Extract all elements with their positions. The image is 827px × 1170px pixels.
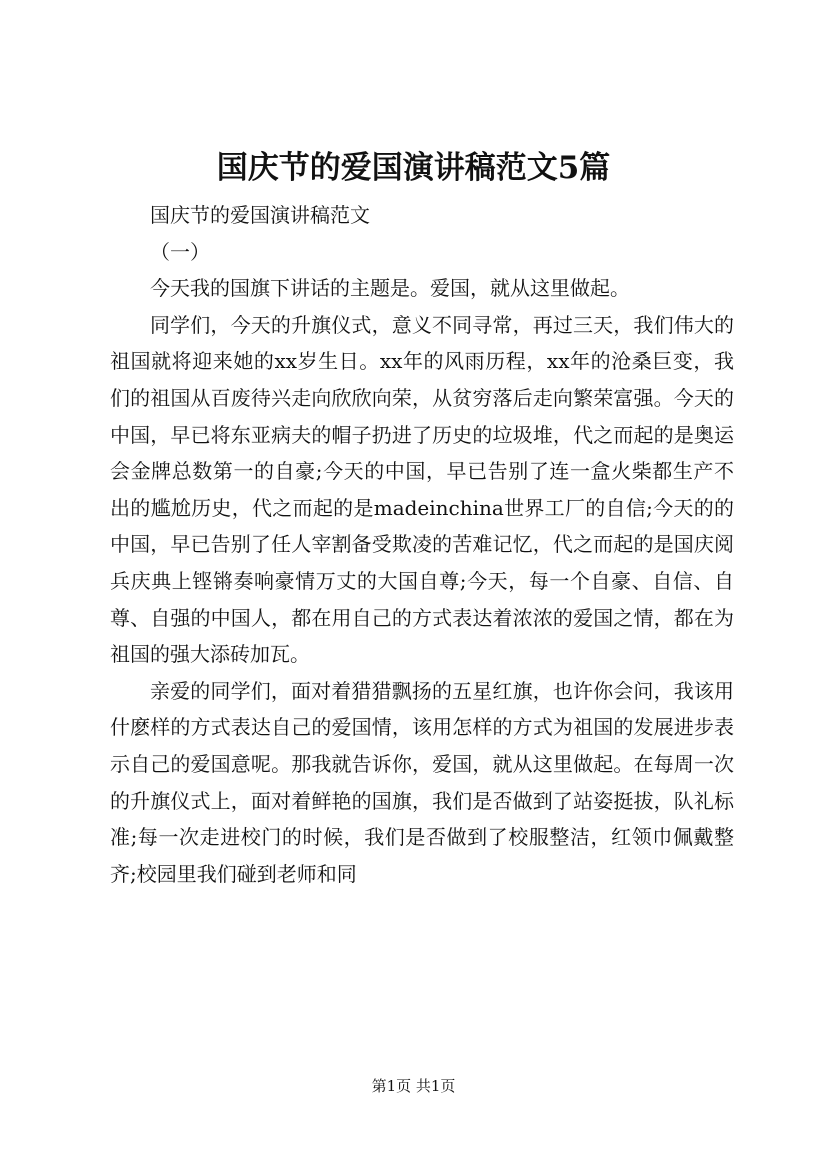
document-subtitle: 国庆节的爱国演讲稿范文 bbox=[150, 203, 370, 227]
document-title: 国庆节的爱国演讲稿范文5篇 bbox=[216, 150, 611, 186]
section-label: （一） bbox=[150, 239, 210, 264]
body-paragraph-1: 今天我的国旗下讲话的主题是。爱国，就从这里做起。 bbox=[150, 276, 630, 301]
document-body bbox=[110, 197, 734, 892]
body-paragraph-3: 亲爱的同学们，面对着猎猎飘扬的五星红旗，也许你会问，我该用什麽样的方式表达自己的爱国情，该用怎样的方式为祖国的发展进步表示自己的爱国意呢。那我就告诉你，爱国，就从这里做起。在每周一次的升旗仪式上，面对着鲜艳的国旗，我们是否做到了站姿挺拔，队礼标准;每一次走进校门的时候，我们是否做到了校服整洁，红领巾佩戴整齐;校园里我们碰到老师和同 bbox=[110, 678, 734, 886]
body-paragraph-2: 同学们，今天的升旗仪式，意义不同寻常，再过三天，我们伟大的祖国就将迎来她的xx岁生日。xx年的风雨历程，xx年的沧桑巨变，我们的祖国从百废待兴走向欣欣向荣，从贫穷落后走向繁荣富强。今天的中国，早已将东亚病夫的帽子扔进了历史的垃圾堆，代之而起的是奥运会金牌总数第一的自豪;今天的中国，早已告别了连一盒火柴都生产不出的尴尬历史，代之而起的是madeinchina世界工厂的自信;今天的的中国，早已告别了任人宰割备受欺凌的苦难记忆，代之而起的是国庆阅兵庆典上铿锵奏响豪情万丈的大国自尊;今天，每一个自豪、自信、自尊、自强的中国人，都在用自己的方式表达着浓浓的爱国之情，都在为祖国的强大添砖加瓦。 bbox=[110, 312, 734, 667]
page-footer: 第1页 共1页 bbox=[371, 1077, 456, 1095]
